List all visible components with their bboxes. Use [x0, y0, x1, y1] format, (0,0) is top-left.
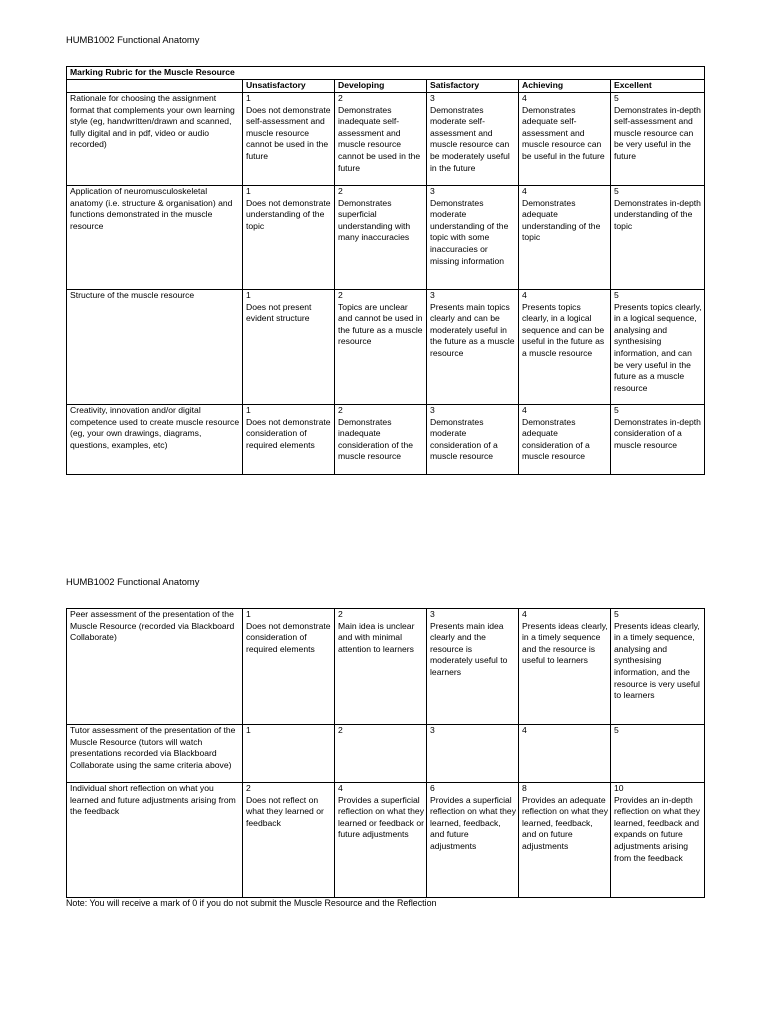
level-description: Demonstrates adequate self-assessment and muscle resource can be useful in the future: [522, 104, 605, 161]
score-value: 1: [246, 405, 251, 415]
level-header: Achieving: [519, 80, 611, 93]
criterion-cell: Application of neuromusculoskeletal anatomy (i.e. structure & organisation) and functions demonstrated in the muscle resource: [67, 186, 243, 290]
level-description: Does not demonstrate consideration of required elements: [246, 620, 331, 654]
score-value: 6: [430, 783, 435, 793]
level-cell: [243, 609, 335, 725]
level-description: Does not demonstrate self-assessment and muscle resource cannot be used in the future: [246, 104, 331, 161]
level-cell: [611, 609, 705, 725]
rubric-row: [67, 609, 705, 725]
level-cell: [335, 290, 427, 405]
level-description: Presents ideas clearly, in a timely sequence, analysing and synthesising information, and the resource is very useful to learners: [614, 620, 700, 701]
score-value: 1: [246, 725, 251, 735]
level-cell: [335, 609, 427, 725]
level-description: Provides an in-depth reflection on what they learned, feedback and expands on future adjustments arising from the feedback: [614, 794, 700, 863]
level-description: Demonstrates inadequate self-assessment and muscle resource cannot be used in the future: [338, 104, 421, 173]
level-cell: [427, 186, 519, 290]
level-description: Demonstrates moderate understanding of the topic with some inaccuracies or missing information: [430, 197, 509, 266]
submission-note: Note: You will receive a mark of 0 if you do not submit the Muscle Resource and the Reflection: [66, 898, 437, 908]
rubric-row: [67, 783, 705, 898]
score-value: 2: [338, 405, 343, 415]
criterion-cell: Structure of the muscle resource: [67, 290, 243, 405]
level-description: Does not reflect on what they learned or feedback: [246, 794, 324, 828]
level-cell: [519, 405, 611, 475]
level-cell: [519, 725, 611, 783]
level-cell: [335, 405, 427, 475]
level-description: Does not demonstrate understanding of the topic: [246, 197, 331, 231]
score-value: 2: [338, 725, 343, 735]
score-value: 3: [430, 609, 435, 619]
level-cell: [427, 93, 519, 186]
level-description: Demonstrates adequate consideration of a muscle resource: [522, 416, 590, 462]
level-description: Provides a superficial reflection on what they learned, feedback, and future adjustments: [430, 794, 516, 851]
level-cell: [611, 783, 705, 898]
level-cell: [335, 186, 427, 290]
score-value: 1: [246, 93, 251, 103]
score-value: 4: [522, 405, 527, 415]
level-description: Demonstrates moderate self-assessment and muscle resource can be moderately useful in the future: [430, 104, 510, 173]
score-value: 5: [614, 725, 619, 735]
level-description: Demonstrates in-depth understanding of the topic: [614, 197, 701, 231]
level-cell: [243, 783, 335, 898]
level-cell: [427, 290, 519, 405]
criterion-cell: Individual short reflection on what you learned and future adjustments arising from the feedback: [67, 783, 243, 898]
criterion-cell: Creativity, innovation and/or digital competence used to create muscle resource (eg, your own drawings, diagrams, questions, examples, etc): [67, 405, 243, 475]
score-value: 5: [614, 405, 619, 415]
score-value: 5: [614, 290, 619, 300]
level-cell: [427, 725, 519, 783]
rubric-row: [67, 405, 705, 475]
score-value: 3: [430, 93, 435, 103]
level-cell: [611, 290, 705, 405]
score-value: 4: [522, 186, 527, 196]
rubric-row: [67, 725, 705, 783]
level-description: Provides a superficial reflection on what they learned or feedback or future adjustments: [338, 794, 424, 840]
level-description: Presents main topics clearly and can be moderately useful in the future as a muscle resource: [430, 301, 515, 358]
level-cell: [427, 609, 519, 725]
score-value: 2: [338, 186, 343, 196]
criterion-cell: Peer assessment of the presentation of the Muscle Resource (recorded via Blackboard Collaborate): [67, 609, 243, 725]
level-description: Main idea is unclear and with minimal attention to learners: [338, 620, 415, 654]
level-cell: [519, 290, 611, 405]
level-header-row: [67, 80, 705, 93]
level-description: Demonstrates in-depth consideration of a muscle resource: [614, 416, 701, 450]
level-description: Demonstrates in-depth self-assessment and muscle resource can be very useful in the future: [614, 104, 701, 161]
score-value: 10: [614, 783, 624, 793]
score-value: 1: [246, 290, 251, 300]
score-value: 2: [338, 290, 343, 300]
level-cell: [611, 725, 705, 783]
score-value: 5: [614, 609, 619, 619]
level-header: Satisfactory: [427, 80, 519, 93]
score-value: 3: [430, 405, 435, 415]
level-cell: [519, 186, 611, 290]
marking-rubric-table: [66, 608, 705, 898]
score-value: 3: [430, 186, 435, 196]
level-description: Demonstrates moderate consideration of a muscle resource: [430, 416, 498, 462]
level-cell: [611, 186, 705, 290]
level-description: Demonstrates inadequate consideration of the muscle resource: [338, 416, 414, 462]
level-cell: [243, 290, 335, 405]
page-header: HUMB1002 Functional Anatomy: [66, 34, 200, 45]
level-cell: [243, 186, 335, 290]
level-description: Presents ideas clearly, in a timely sequence and the resource is useful to learners: [522, 620, 608, 666]
score-value: 4: [522, 725, 527, 735]
score-value: 1: [246, 609, 251, 619]
score-value: 3: [430, 290, 435, 300]
level-description: Demonstrates adequate understanding of the topic: [522, 197, 601, 243]
level-description: Provides an adequate reflection on what they learned, feedback, and on future adjustments: [522, 794, 608, 851]
score-value: 2: [246, 783, 251, 793]
score-value: 4: [338, 783, 343, 793]
level-description: Presents topics clearly, in a logical sequence, analysing and synthesising information, and can be very useful in the future as a muscle resource: [614, 301, 702, 393]
level-description: Does not present evident structure: [246, 301, 312, 324]
score-value: 2: [338, 609, 343, 619]
rubric-title: Marking Rubric for the Muscle Resource: [67, 67, 705, 80]
level-cell: [335, 93, 427, 186]
score-value: 2: [338, 93, 343, 103]
level-cell: [335, 783, 427, 898]
rubric-row: [67, 290, 705, 405]
level-cell: [611, 405, 705, 475]
level-header: Excellent: [611, 80, 705, 93]
score-value: 3: [430, 725, 435, 735]
level-cell: [519, 93, 611, 186]
score-value: 4: [522, 290, 527, 300]
level-description: Does not demonstrate consideration of required elements: [246, 416, 331, 450]
score-value: 5: [614, 93, 619, 103]
level-cell: [519, 609, 611, 725]
level-header: Developing: [335, 80, 427, 93]
level-header: Unsatisfactory: [243, 80, 335, 93]
score-value: 1: [246, 186, 251, 196]
level-cell: [243, 93, 335, 186]
score-value: 5: [614, 186, 619, 196]
score-value: 4: [522, 93, 527, 103]
score-value: 4: [522, 609, 527, 619]
page-header: HUMB1002 Functional Anatomy: [66, 576, 200, 587]
level-cell: [519, 783, 611, 898]
score-value: 8: [522, 783, 527, 793]
rubric-row: [67, 186, 705, 290]
level-description: Presents main idea clearly and the resource is moderately useful to learners: [430, 620, 508, 677]
level-cell: [427, 783, 519, 898]
level-description: Presents topics clearly, in a logical sequence and can be useful in the future as a muscle resource: [522, 301, 605, 358]
level-cell: [335, 725, 427, 783]
marking-rubric-table: [66, 66, 705, 475]
criterion-header: [67, 80, 243, 93]
criterion-cell: Tutor assessment of the presentation of the Muscle Resource (tutors will watch presentations recorded via Blackboard Collaborate using the same criteria above): [67, 725, 243, 783]
level-description: Topics are unclear and cannot be used in the future as a muscle resource: [338, 301, 423, 347]
level-cell: [243, 405, 335, 475]
level-cell: [611, 93, 705, 186]
rubric-row: [67, 93, 705, 186]
criterion-cell: Rationale for choosing the assignment format that complements your own learning style (eg, handwritten/drawn and scanned, fully digital and in pdf, video or audio recorded): [67, 93, 243, 186]
level-cell: [243, 725, 335, 783]
level-cell: [427, 405, 519, 475]
level-description: Demonstrates superficial understanding with many inaccuracies: [338, 197, 411, 243]
